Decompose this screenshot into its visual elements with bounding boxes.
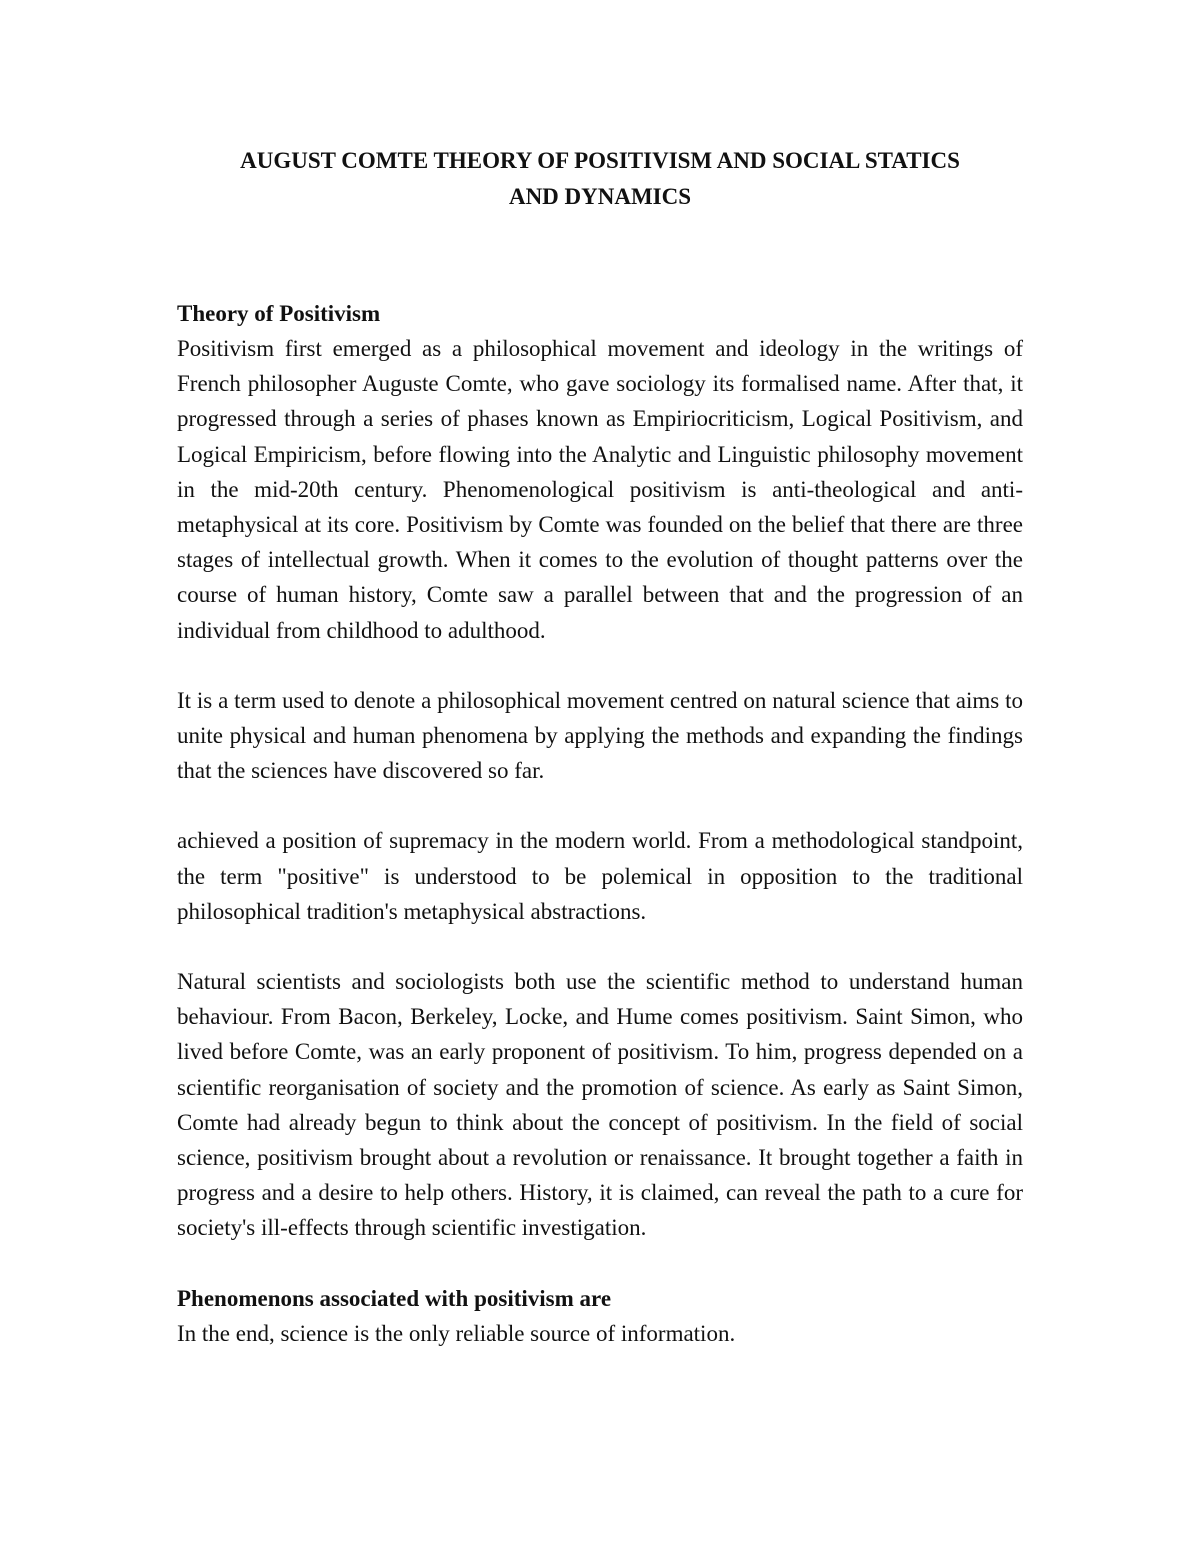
paragraph: Natural scientists and sociologists both use the scientific method to understand human behaviour. From Bacon, Berkeley, Locke, and Hume comes positivism. Saint Simon, who lived before Comte, was an early proponent of positivism. To him, progress depended on a scientific reorganisation of society and the promotion of science. As early as Saint Simon, Comte had already begun to think about the concept of positivism. In the field of social science, positivism brought about a revolution or renaissance. It brought together a faith in progress and a desire to help others. History, it is claimed, can reveal the path to a cure for society's ill-effects through scientific investigation. — [177, 969, 1023, 1241]
paragraph: In the end, science is the only reliable source of information. — [177, 1320, 736, 1346]
document-title — [177, 143, 1023, 215]
paragraph: It is a term used to denote a philosophical movement centred on natural science that aims to unite physical and human phenomena by applying the methods and expanding the findings that the sciences have discovered so far. — [177, 687, 1023, 784]
document-page — [177, 143, 1023, 1351]
section-heading-theory-of-positivism: Theory of Positivism — [177, 301, 381, 326]
title-line-1: AUGUST COMTE THEORY OF POSITIVISM AND SOCIAL STATICS — [240, 148, 960, 173]
section-heading-phenomenons: Phenomenons associated with positivism are — [177, 1285, 612, 1311]
title-line-2: AND DYNAMICS — [508, 184, 692, 209]
paragraph: Positivism first emerged as a philosophical movement and ideology in the writings of French philosopher Auguste Comte, who gave sociology its formalised name. After that, it progressed through a series of phases known as Empiriocriticism, Logical Positivism, and Logical Empiricism, before flowing into the Analytic and Linguistic philosophy movement in the mid-20th century. Phenomenological positivism is anti-theological and anti-metaphysical at its core. Positivism by Comte was founded on the belief that there are three stages of intellectual growth. When it comes to the evolution of thought patterns over the course of human history, Comte saw a parallel between that and the progression of an individual from childhood to adulthood. — [177, 336, 1023, 643]
paragraph: achieved a position of supremacy in the modern world. From a methodological standpoint, the term "positive" is understood to be polemical in opposition to the traditional philosophical tradition's metaphysical abstractions. — [177, 828, 1023, 924]
